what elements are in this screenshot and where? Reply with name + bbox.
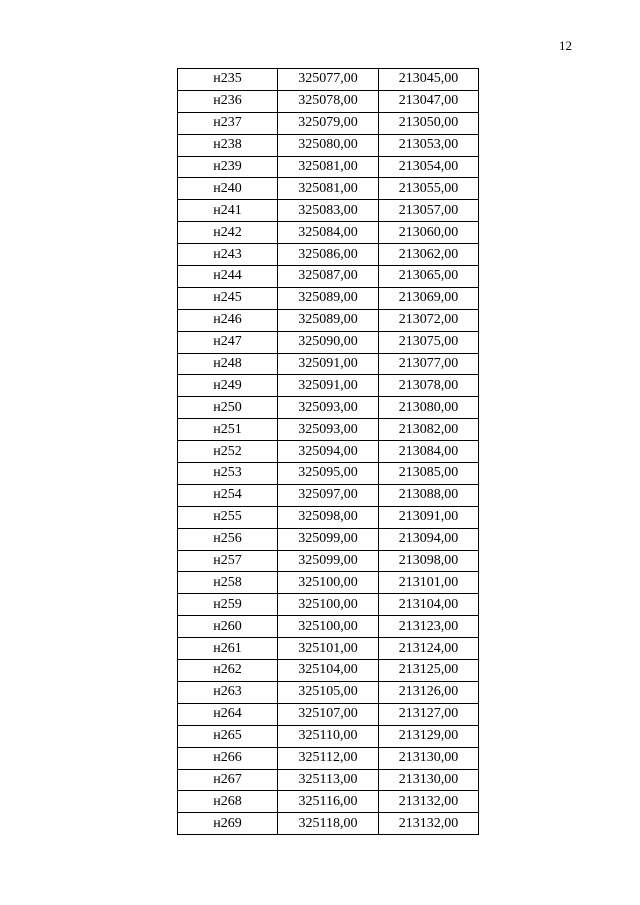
y-coordinate-cell: 213060,00 [379, 222, 479, 244]
x-coordinate-cell: 325095,00 [278, 463, 379, 485]
x-coordinate-cell: 325110,00 [278, 725, 379, 747]
table-row [178, 463, 479, 485]
y-coordinate-cell: 213127,00 [379, 703, 479, 725]
point-id-cell: н264 [178, 703, 278, 725]
point-id-cell: н250 [178, 397, 278, 419]
table-row [178, 309, 479, 331]
table-row [178, 813, 479, 835]
y-coordinate-cell: 213055,00 [379, 178, 479, 200]
point-id-cell: н242 [178, 222, 278, 244]
x-coordinate-cell: 325078,00 [278, 90, 379, 112]
table-row [178, 112, 479, 134]
x-coordinate-cell: 325098,00 [278, 506, 379, 528]
point-id-cell: н256 [178, 528, 278, 550]
point-id-cell: н245 [178, 287, 278, 309]
y-coordinate-cell: 213123,00 [379, 616, 479, 638]
table-row [178, 660, 479, 682]
table-row [178, 769, 479, 791]
y-coordinate-cell: 213082,00 [379, 419, 479, 441]
x-coordinate-cell: 325093,00 [278, 419, 379, 441]
point-id-cell: н251 [178, 419, 278, 441]
x-coordinate-cell: 325077,00 [278, 69, 379, 91]
y-coordinate-cell: 213077,00 [379, 353, 479, 375]
y-coordinate-cell: 213072,00 [379, 309, 479, 331]
y-coordinate-cell: 213080,00 [379, 397, 479, 419]
table-row [178, 703, 479, 725]
x-coordinate-cell: 325118,00 [278, 813, 379, 835]
table-row [178, 69, 479, 91]
x-coordinate-cell: 325084,00 [278, 222, 379, 244]
table-row [178, 156, 479, 178]
y-coordinate-cell: 213129,00 [379, 725, 479, 747]
point-id-cell: н235 [178, 69, 278, 91]
y-coordinate-cell: 213057,00 [379, 200, 479, 222]
x-coordinate-cell: 325087,00 [278, 266, 379, 288]
y-coordinate-cell: 213053,00 [379, 134, 479, 156]
table-row [178, 222, 479, 244]
coordinates-table [177, 68, 479, 835]
y-coordinate-cell: 213101,00 [379, 572, 479, 594]
point-id-cell: н268 [178, 791, 278, 813]
y-coordinate-cell: 213094,00 [379, 528, 479, 550]
x-coordinate-cell: 325100,00 [278, 594, 379, 616]
point-id-cell: н252 [178, 441, 278, 463]
point-id-cell: н258 [178, 572, 278, 594]
table-row [178, 419, 479, 441]
table-row [178, 791, 479, 813]
table-row [178, 506, 479, 528]
point-id-cell: н255 [178, 506, 278, 528]
point-id-cell: н243 [178, 244, 278, 266]
x-coordinate-cell: 325081,00 [278, 178, 379, 200]
y-coordinate-cell: 213088,00 [379, 484, 479, 506]
table-row [178, 484, 479, 506]
y-coordinate-cell: 213130,00 [379, 769, 479, 791]
y-coordinate-cell: 213047,00 [379, 90, 479, 112]
y-coordinate-cell: 213125,00 [379, 660, 479, 682]
point-id-cell: н244 [178, 266, 278, 288]
x-coordinate-cell: 325099,00 [278, 528, 379, 550]
table-row [178, 397, 479, 419]
table-row [178, 638, 479, 660]
y-coordinate-cell: 213130,00 [379, 747, 479, 769]
point-id-cell: н247 [178, 331, 278, 353]
y-coordinate-cell: 213075,00 [379, 331, 479, 353]
point-id-cell: н257 [178, 550, 278, 572]
y-coordinate-cell: 213091,00 [379, 506, 479, 528]
table-row [178, 178, 479, 200]
page-number: 12 [559, 38, 572, 53]
table-row [178, 550, 479, 572]
y-coordinate-cell: 213084,00 [379, 441, 479, 463]
y-coordinate-cell: 213050,00 [379, 112, 479, 134]
point-id-cell: н241 [178, 200, 278, 222]
table-row [178, 747, 479, 769]
y-coordinate-cell: 213078,00 [379, 375, 479, 397]
x-coordinate-cell: 325104,00 [278, 660, 379, 682]
table-row [178, 353, 479, 375]
x-coordinate-cell: 325090,00 [278, 331, 379, 353]
point-id-cell: н239 [178, 156, 278, 178]
point-id-cell: н236 [178, 90, 278, 112]
y-coordinate-cell: 213104,00 [379, 594, 479, 616]
point-id-cell: н253 [178, 463, 278, 485]
point-id-cell: н263 [178, 681, 278, 703]
y-coordinate-cell: 213098,00 [379, 550, 479, 572]
table-row [178, 681, 479, 703]
y-coordinate-cell: 213132,00 [379, 813, 479, 835]
x-coordinate-cell: 325094,00 [278, 441, 379, 463]
y-coordinate-cell: 213045,00 [379, 69, 479, 91]
point-id-cell: н254 [178, 484, 278, 506]
table-row [178, 244, 479, 266]
x-coordinate-cell: 325079,00 [278, 112, 379, 134]
point-id-cell: н269 [178, 813, 278, 835]
point-id-cell: н259 [178, 594, 278, 616]
y-coordinate-cell: 213069,00 [379, 287, 479, 309]
x-coordinate-cell: 325105,00 [278, 681, 379, 703]
table-row [178, 441, 479, 463]
y-coordinate-cell: 213132,00 [379, 791, 479, 813]
table-row [178, 375, 479, 397]
x-coordinate-cell: 325083,00 [278, 200, 379, 222]
y-coordinate-cell: 213065,00 [379, 266, 479, 288]
x-coordinate-cell: 325080,00 [278, 134, 379, 156]
table-row [178, 331, 479, 353]
x-coordinate-cell: 325097,00 [278, 484, 379, 506]
x-coordinate-cell: 325112,00 [278, 747, 379, 769]
point-id-cell: н260 [178, 616, 278, 638]
point-id-cell: н267 [178, 769, 278, 791]
point-id-cell: н265 [178, 725, 278, 747]
x-coordinate-cell: 325089,00 [278, 287, 379, 309]
x-coordinate-cell: 325100,00 [278, 572, 379, 594]
point-id-cell: н249 [178, 375, 278, 397]
table-row [178, 287, 479, 309]
table-row [178, 594, 479, 616]
point-id-cell: н248 [178, 353, 278, 375]
y-coordinate-cell: 213124,00 [379, 638, 479, 660]
x-coordinate-cell: 325091,00 [278, 375, 379, 397]
point-id-cell: н237 [178, 112, 278, 134]
y-coordinate-cell: 213062,00 [379, 244, 479, 266]
point-id-cell: н240 [178, 178, 278, 200]
y-coordinate-cell: 213126,00 [379, 681, 479, 703]
coordinates-table-body [178, 69, 479, 835]
table-row [178, 616, 479, 638]
x-coordinate-cell: 325099,00 [278, 550, 379, 572]
x-coordinate-cell: 325116,00 [278, 791, 379, 813]
point-id-cell: н238 [178, 134, 278, 156]
table-row [178, 725, 479, 747]
x-coordinate-cell: 325081,00 [278, 156, 379, 178]
table-row [178, 528, 479, 550]
table-row [178, 572, 479, 594]
x-coordinate-cell: 325100,00 [278, 616, 379, 638]
point-id-cell: н262 [178, 660, 278, 682]
x-coordinate-cell: 325089,00 [278, 309, 379, 331]
x-coordinate-cell: 325113,00 [278, 769, 379, 791]
x-coordinate-cell: 325101,00 [278, 638, 379, 660]
table-row [178, 134, 479, 156]
x-coordinate-cell: 325107,00 [278, 703, 379, 725]
x-coordinate-cell: 325093,00 [278, 397, 379, 419]
point-id-cell: н266 [178, 747, 278, 769]
x-coordinate-cell: 325086,00 [278, 244, 379, 266]
x-coordinate-cell: 325091,00 [278, 353, 379, 375]
y-coordinate-cell: 213054,00 [379, 156, 479, 178]
table-row [178, 90, 479, 112]
point-id-cell: н246 [178, 309, 278, 331]
table-row [178, 200, 479, 222]
point-id-cell: н261 [178, 638, 278, 660]
y-coordinate-cell: 213085,00 [379, 463, 479, 485]
table-row [178, 266, 479, 288]
